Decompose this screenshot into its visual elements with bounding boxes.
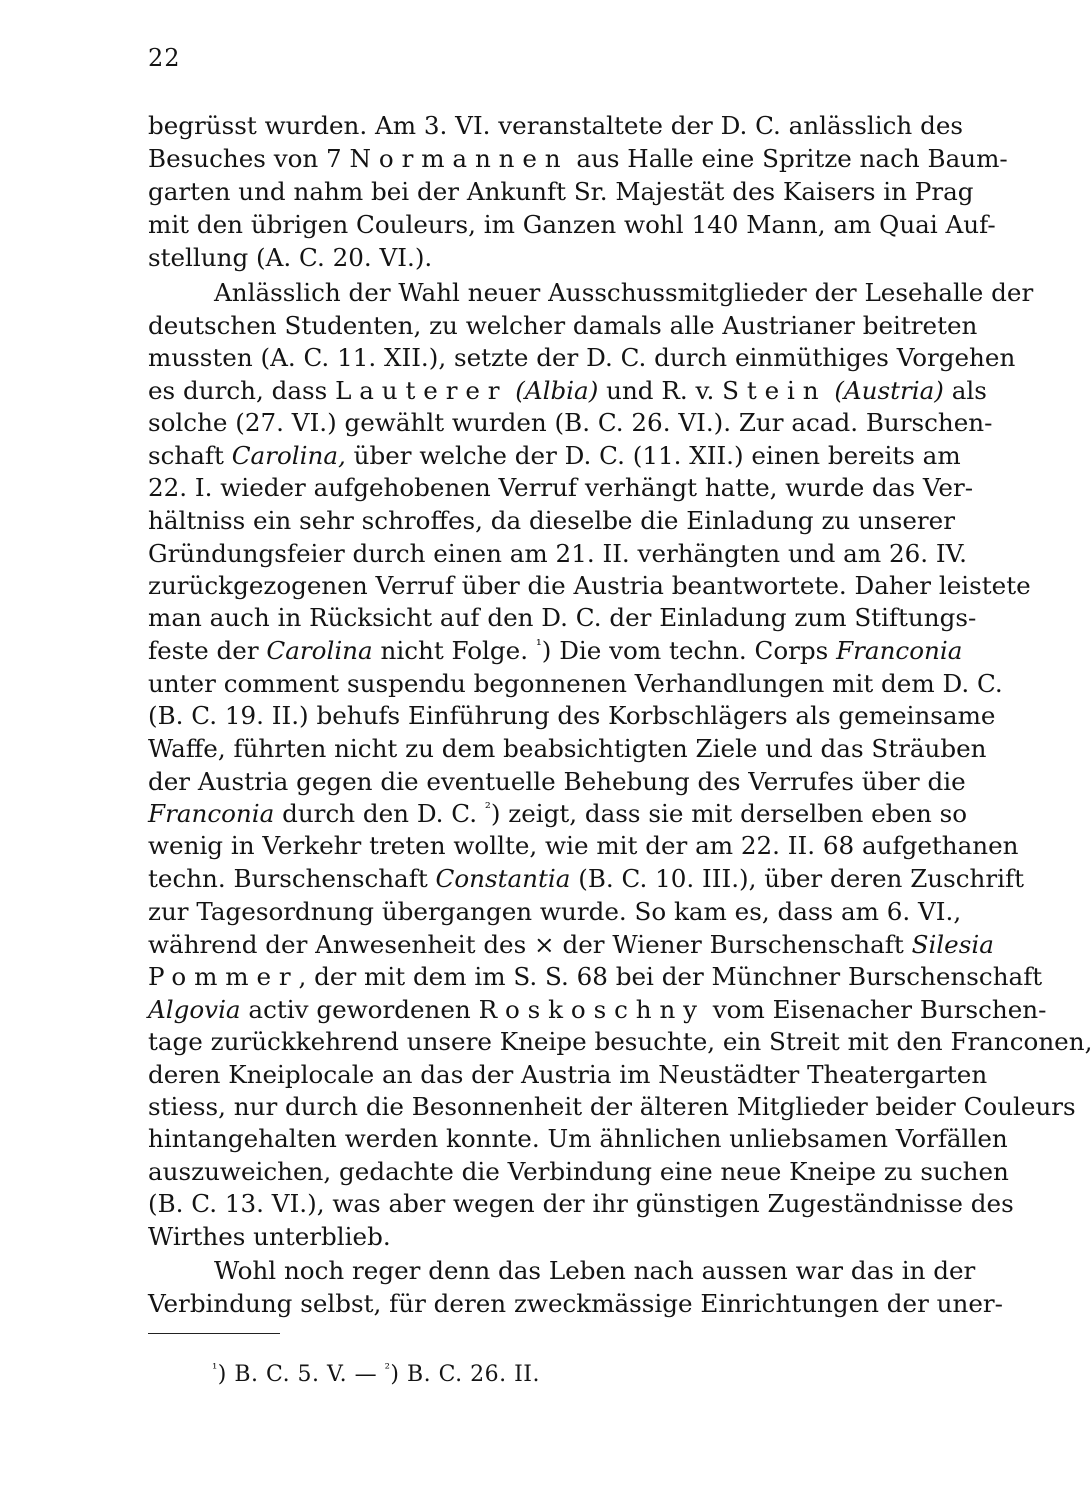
- text-segment: man auch in Rücksicht auf den D. C. der Einladung zum Stiftungs-: [148, 603, 977, 632]
- text-segment: Wohl noch reger denn das Leben nach aussen war das in der: [214, 1256, 976, 1285]
- text-segment: solche (27. VI.) gewählt wurden (B. C. 26. VI.). Zur acad. Burschen-: [148, 408, 993, 437]
- text-segment: ²: [384, 1362, 391, 1378]
- text-segment: begrüsst wurden. Am 3. VI. veranstaltete der D. C. anlässlich des: [148, 111, 964, 140]
- text-segment: Waffe, führten nicht zu dem beabsichtigten Ziele und das Sträuben: [148, 734, 987, 763]
- text-segment: auszuweichen, gedachte die Verbindung eine neue Kneipe zu suchen: [148, 1157, 1009, 1186]
- text-segment: Stein: [722, 376, 827, 405]
- text-line: [148, 961, 1043, 993]
- text-segment: Die vom techn. Corps: [551, 636, 837, 665]
- text-line: [148, 1026, 1092, 1058]
- text-line: [148, 277, 1034, 309]
- text-segment: Besuches von 7: [148, 144, 350, 173]
- text-line: [148, 375, 987, 407]
- text-line: [148, 1255, 976, 1287]
- text-line: [148, 242, 924, 274]
- text-segment: nicht Folge.: [372, 636, 536, 665]
- text-line: [148, 1288, 1003, 1320]
- text-line: [148, 1188, 1014, 1220]
- text-line: [148, 635, 963, 667]
- text-segment: Pommer: [148, 962, 299, 991]
- text-segment: stiess, nur durch die Besonnenheit der älteren Mitglieder beider Couleurs: [148, 1092, 1076, 1121]
- text-line: [148, 110, 964, 142]
- text-segment: stellung (A. C. 20. VI.).: [148, 243, 433, 272]
- text-line: [148, 570, 1031, 602]
- text-segment: activ gewordenen: [240, 995, 479, 1024]
- footnote-separator: [148, 1333, 280, 1334]
- text-segment: hintangehalten werden konnte. Um ähnlichen unliebsamen Vorfällen: [148, 1124, 1008, 1153]
- text-line: [148, 766, 966, 798]
- text-segment: mit den übrigen Couleurs, im Ganzen wohl 140 Mann, am Quai Auf-: [148, 210, 996, 239]
- text-line: [148, 863, 1024, 895]
- text-segment: Wirthes unterblieb.: [148, 1222, 391, 1251]
- text-line: [148, 602, 977, 634]
- text-segment: ): [541, 636, 552, 665]
- text-segment: , der mit dem im S. S. 68 bei der Münchner Burschenschaft: [298, 962, 1043, 991]
- text-segment: unter comment suspendu begonnenen Verhandlungen mit dem D. C.: [148, 669, 1003, 698]
- text-segment: Verbindung selbst, für deren zweckmässige Einrichtungen der uner-: [148, 1289, 1003, 1318]
- text-segment: garten und nahm bei der Ankunft Sr. Majestät des Kaisers in Prag: [148, 177, 974, 206]
- text-segment: schaft: [148, 441, 232, 470]
- text-segment: tage zurückkehrend unsere Kneipe besuchte, ein Streit mit den Franconen,: [148, 1027, 1092, 1056]
- text-line: [148, 1059, 988, 1091]
- text-segment: feste der: [148, 636, 267, 665]
- text-segment: techn. Burschenschaft: [148, 864, 436, 893]
- text-segment: hältniss ein sehr schroffes, da dieselbe die Einladung zu unserer: [148, 506, 955, 535]
- text-line: [148, 538, 967, 570]
- text-segment: (Austria): [834, 376, 944, 405]
- text-segment: ) B. C. 26. II.: [390, 1362, 540, 1387]
- text-line: [148, 830, 1019, 862]
- text-line: [148, 472, 974, 504]
- text-segment: Carolina,: [231, 441, 346, 470]
- text-segment: zur Tagesordnung übergangen wurde. So kam es, dass am 6. VI.,: [148, 897, 962, 926]
- text-line: [148, 668, 1003, 700]
- text-segment: Normannen: [349, 144, 569, 173]
- text-segment: deutschen Studenten, zu welcher damals alle Austrianer beitreten: [148, 311, 978, 340]
- text-line: [148, 505, 955, 537]
- text-line: [148, 176, 974, 208]
- text-line: [148, 994, 1047, 1026]
- text-segment: ²: [484, 800, 491, 818]
- text-line: [148, 1091, 1076, 1123]
- text-segment: Anlässlich der Wahl neuer Ausschussmitglieder der Lesehalle der: [214, 278, 1034, 307]
- text-line: [148, 143, 1008, 175]
- text-segment: deren Kneiplocale an das der Austria im Neustädter Theatergarten: [148, 1060, 988, 1089]
- text-line: [148, 1123, 1008, 1155]
- text-line: [148, 209, 996, 241]
- text-line: [148, 407, 993, 439]
- text-segment: Roskoschny: [478, 995, 705, 1024]
- text-segment: ): [490, 799, 501, 828]
- footnote: [212, 1360, 540, 1390]
- text-line: [148, 929, 994, 961]
- text-segment: Silesia: [911, 930, 994, 959]
- text-line: [148, 310, 978, 342]
- text-segment: Constantia: [435, 864, 571, 893]
- text-segment: Carolina: [266, 636, 373, 665]
- text-segment: und R. v.: [598, 376, 723, 405]
- text-segment: durch den D. C.: [274, 799, 485, 828]
- text-segment: während der Anwesenheit des × der Wiener Burschenschaft: [148, 930, 912, 959]
- text-segment: ¹: [535, 637, 542, 655]
- text-segment: Algovia: [148, 995, 241, 1024]
- text-line: [148, 798, 968, 830]
- text-segment: Gründungsfeier durch einen am 21. II. verhängten und am 26. IV.: [148, 539, 967, 568]
- text-segment: Franconia: [836, 636, 963, 665]
- text-segment: zeigt, dass sie mit derselben eben so: [500, 799, 968, 828]
- text-line: [148, 1156, 1009, 1188]
- text-segment: es durch, dass: [148, 376, 336, 405]
- text-segment: (Albia): [515, 376, 599, 405]
- text-segment: (B. C. 10. III.), über deren Zuschrift: [570, 864, 1024, 893]
- text-line: [148, 1221, 924, 1253]
- text-segment: über welche der D. C. (11. XII.) einen bereits am: [345, 441, 961, 470]
- text-segment: aus Halle eine Spritze nach Baum-: [568, 144, 1008, 173]
- text-segment: wenig in Verkehr treten wollte, wie mit der am 22. II. 68 aufgethanen: [148, 831, 1019, 860]
- text-segment: 22. I. wieder aufgehobenen Verruf verhängt hatte, wurde das Ver-: [148, 473, 974, 502]
- text-segment: als: [943, 376, 987, 405]
- text-segment: mussten (A. C. 11. XII.), setzte der D. C. durch einmüthiges Vorgehen: [148, 343, 1016, 372]
- text-segment: (B. C. 19. II.) behufs Einführung des Korbschlägers als gemeinsame: [148, 701, 996, 730]
- text-segment: vom Eisenacher Burschen-: [704, 995, 1047, 1024]
- text-segment: (B. C. 13. VI.), was aber wegen der ihr günstigen Zugeständnisse des: [148, 1189, 1014, 1218]
- text-segment: der Austria gegen die eventuelle Behebung des Verrufes über die: [148, 767, 966, 796]
- text-segment: ) B. C. 5. V. —: [217, 1362, 385, 1387]
- text-segment: zurückgezogenen Verruf über die Austria beantwortete. Daher leistete: [148, 571, 1031, 600]
- text-segment: ¹: [212, 1362, 218, 1378]
- text-segment: Franconia: [148, 799, 275, 828]
- page-number: 22: [148, 44, 181, 72]
- text-line: [148, 896, 962, 928]
- text-segment: Lauterer: [335, 376, 508, 405]
- text-line: [148, 700, 996, 732]
- text-line: [148, 342, 1016, 374]
- text-line: [148, 733, 987, 765]
- text-line: [148, 440, 961, 472]
